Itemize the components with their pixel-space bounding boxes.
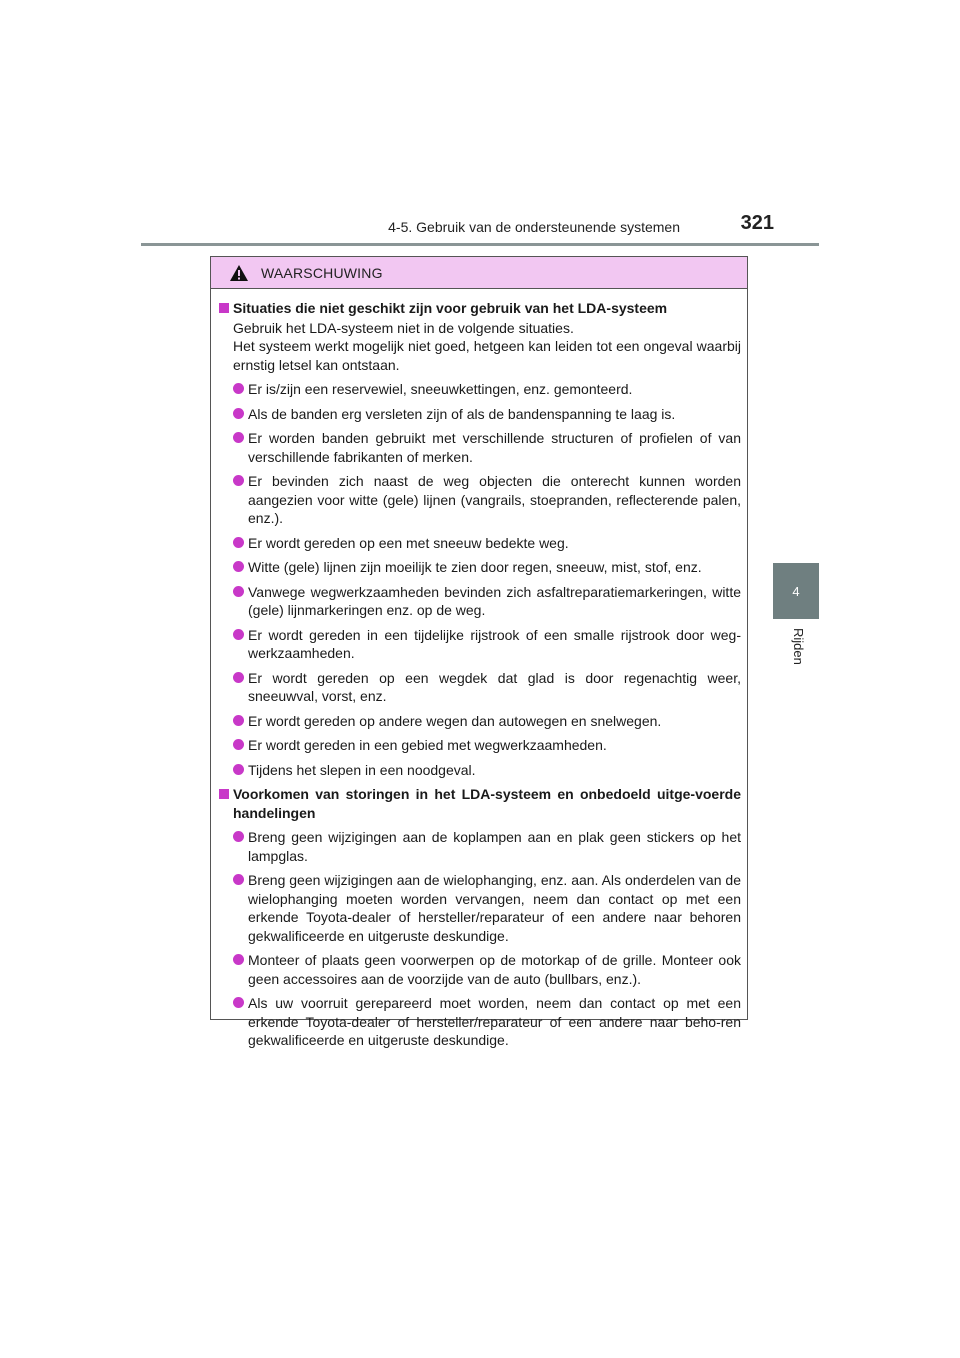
bullet-item xyxy=(217,405,741,424)
bullet-item xyxy=(217,558,741,577)
bullet-item xyxy=(217,626,741,663)
circle-bullet-icon xyxy=(233,997,244,1008)
bullet-text: Breng geen wijzigingen aan de koplampen aan en plak geen stickers op het lampglas. xyxy=(248,829,741,864)
bullet-list xyxy=(217,380,741,779)
warning-triangle-icon xyxy=(229,264,249,282)
circle-bullet-icon xyxy=(233,383,244,394)
circle-bullet-icon xyxy=(233,954,244,965)
chapter-label: Rijden xyxy=(791,628,806,665)
warning-section xyxy=(217,299,741,779)
section-paragraph: Het systeem werkt mogelijk niet goed, hetgeen kan leiden tot een ongeval waarbij ernstig letsel kan ontstaan. xyxy=(233,338,741,373)
bullet-text: Er is/zijn een reservewiel, sneeuwkettingen, enz. gemonteerd. xyxy=(248,381,633,397)
bullet-item xyxy=(217,534,741,553)
bullet-item xyxy=(217,583,741,620)
page-number: 321 xyxy=(740,212,774,234)
circle-bullet-icon xyxy=(233,874,244,885)
bullet-text: Er wordt gereden in een gebied met wegwerkzaamheden. xyxy=(248,737,607,753)
section-paragraph: Gebruik het LDA-systeem niet in de volgende situaties. xyxy=(233,319,574,336)
bullet-text: Als de banden erg versleten zijn of als de bandenspanning te laag is. xyxy=(248,405,676,422)
chapter-tab[interactable] xyxy=(773,563,819,619)
bullet-text: Er wordt gereden op andere wegen dan autowegen en snelwegen. xyxy=(248,712,662,729)
bullet-text: Er wordt gereden op een wegdek dat glad is door regenachtig weer, sneeuwval, vorst, enz. xyxy=(248,669,741,704)
bullet-item xyxy=(217,712,741,731)
warning-section xyxy=(217,785,741,1050)
bullet-text: Vanwege wegwerkzaamheden bevinden zich asfaltreparatiemarkeringen, witte (gele) lijnmarkeringen enz. op de weg. xyxy=(248,583,741,618)
bullet-item xyxy=(217,951,741,988)
warning-header xyxy=(211,257,747,289)
circle-bullet-icon xyxy=(233,764,244,775)
bullet-text: Er bevinden zich naast de weg objecten die onterecht kunnen worden aangezien voor witte (gele) lijnen (vangrails, stoepranden, reflecterende palen, enz.). xyxy=(248,473,741,526)
bullet-item xyxy=(217,994,741,1050)
section-heading-text: Situaties die niet geschikt zijn voor gebruik van het LDA-systeem xyxy=(233,300,668,316)
circle-bullet-icon xyxy=(233,586,244,597)
section-heading xyxy=(217,299,741,318)
bullet-text: Als uw voorruit gerepareerd moet worden, neem dan contact op met een erkende Toyota-dealer of hersteller/reparateur of een andere naar beho-ren gekwalificeerde en uitgeruste deskundige. xyxy=(248,995,741,1048)
bullet-item xyxy=(217,871,741,945)
bullet-text: Monteer of plaats geen voorwerpen op de motorkap of de grille. Monteer ook geen accessoires aan de voorzijde van de auto (bullbars, enz.). xyxy=(248,952,741,987)
bullet-text: Er worden banden gebruikt met verschillende structuren of profielen of van verschillende fabrikanten of merken. xyxy=(248,430,741,465)
running-header: 4-5. Gebruik van de ondersteunende systemen xyxy=(388,219,680,235)
bullet-item xyxy=(217,761,741,780)
bullet-item xyxy=(217,736,741,755)
circle-bullet-icon xyxy=(233,408,244,419)
section-heading xyxy=(217,785,741,822)
warning-box xyxy=(210,256,748,1048)
bullet-item xyxy=(217,429,741,466)
square-bullet-icon xyxy=(219,303,229,313)
bullet-item xyxy=(217,669,741,706)
circle-bullet-icon xyxy=(233,629,244,640)
bullet-list xyxy=(217,828,741,1050)
bullet-item xyxy=(217,380,741,399)
bullet-text: Tijdens het slepen in een noodgeval. xyxy=(248,761,476,778)
bullet-item xyxy=(217,472,741,528)
warning-body xyxy=(211,289,747,1050)
bullet-text: Er wordt gereden in een tijdelijke rijstrook of een smalle rijstrook door weg-werkzaamheden. xyxy=(248,626,741,661)
bullet-item xyxy=(217,828,741,865)
circle-bullet-icon xyxy=(233,432,244,443)
bullet-text: Breng geen wijzigingen aan de wielophanging, enz. aan. Als onderdelen van de wielophanging moeten worden vervangen, neem dan contact op met een erkende Toyota-dealer of hersteller/reparateur of een andere naar behoren gekwalificeerde en uitgeruste deskundige. xyxy=(248,872,741,944)
chapter-number: 4 xyxy=(792,583,800,599)
circle-bullet-icon xyxy=(233,739,244,750)
bullet-text: Er wordt gereden op een met sneeuw bedekte weg. xyxy=(248,534,569,551)
circle-bullet-icon xyxy=(233,537,244,548)
circle-bullet-icon xyxy=(233,561,244,572)
header-divider xyxy=(141,243,819,246)
warning-title: WAARSCHUWING xyxy=(261,264,383,281)
square-bullet-icon xyxy=(219,789,229,799)
circle-bullet-icon xyxy=(233,672,244,683)
circle-bullet-icon xyxy=(233,715,244,726)
circle-bullet-icon xyxy=(233,475,244,486)
bullet-text: Witte (gele) lijnen zijn moeilijk te zien door regen, sneeuw, mist, stof, enz. xyxy=(248,559,702,575)
circle-bullet-icon xyxy=(233,831,244,842)
section-heading-text: Voorkomen van storingen in het LDA-systeem en onbedoeld uitge-voerde handelingen xyxy=(233,786,741,821)
